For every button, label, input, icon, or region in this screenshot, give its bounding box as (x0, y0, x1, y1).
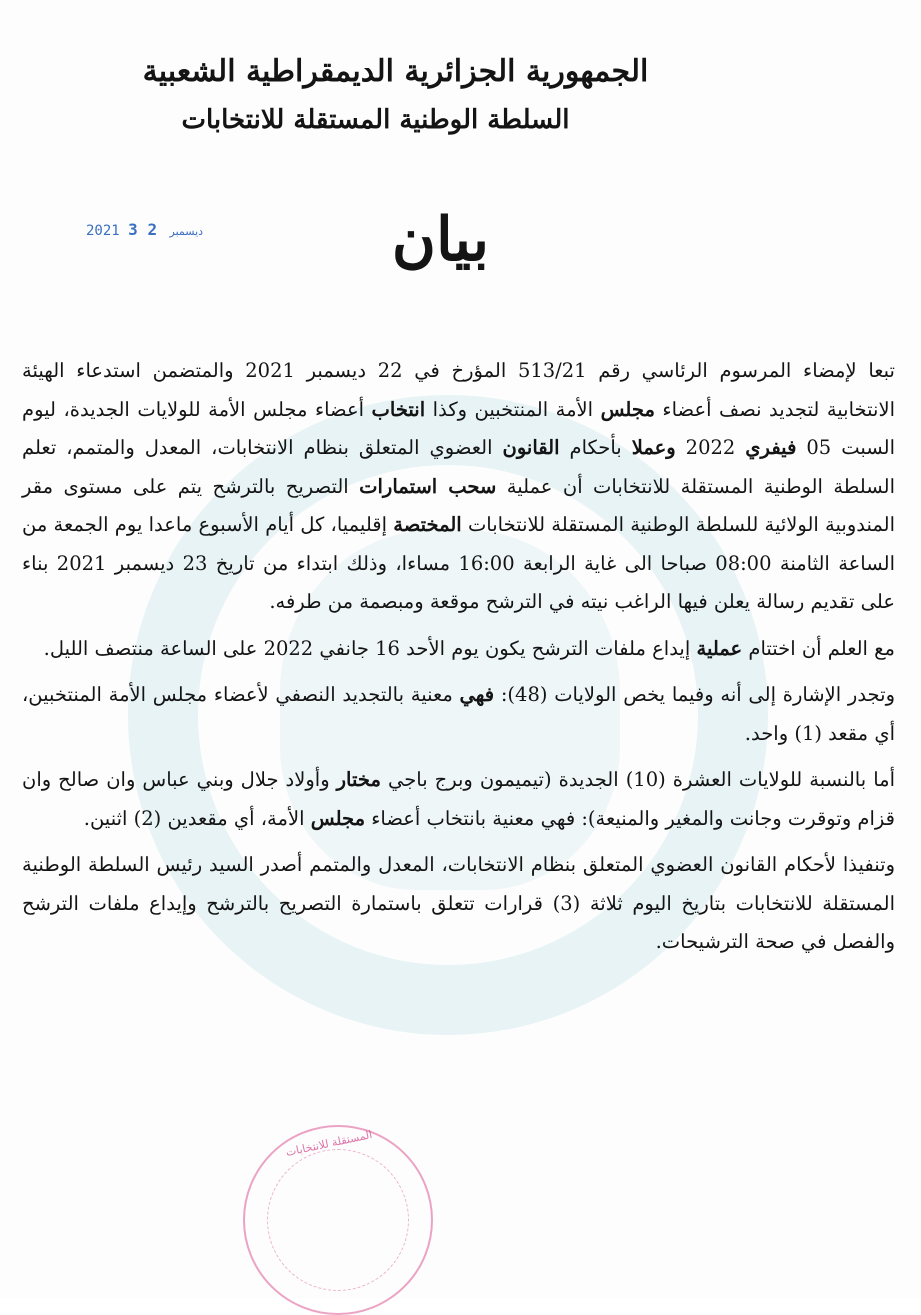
body-paragraph (22, 676, 895, 753)
seal-inner-ring (267, 1149, 409, 1291)
date-stamp-year: 2021 (86, 223, 120, 239)
document-title: بيان (391, 205, 490, 275)
paragraph-text: وتنفيذا لأحكام القانون العضوي المتعلق بنظام الانتخابات، المعدل والمتمم أصدر السيد رئيس السلطة الوطنية المستقلة للانتخابات بتاريخ اليوم ثلاثة (3) قرارات تتعلق باستمارة التصريح بالترشح وإيداع ملفات الترشح والفصل في صحة الترشيحات. (22, 853, 895, 953)
paragraph-text: إيداع ملفات الترشح يكون يوم الأحد 16 جانفي 2022 على الساعة منتصف الليل. (43, 636, 697, 660)
date-stamp-day: 2 3 (128, 220, 158, 239)
republic-heading: الجمهورية الجزائرية الديمقراطية الشعبية (142, 54, 649, 89)
paragraph-text: أعضاء مجلس الأمة للولايات الجديدة، ليوم السبت 05 (22, 397, 895, 459)
paragraph-text: تبعا لإمضاء المرسوم الرئاسي رقم 513/21 المؤرخ في 22 ديسمبر 2021 والمتضمن استدعاء الهيئة الانتخابية لتجديد نصف أعضاء (22, 359, 895, 421)
body-paragraph (22, 761, 895, 838)
official-seal-stamp (243, 1125, 433, 1315)
body-paragraph (22, 352, 895, 622)
emphasized-text: مجلس (310, 806, 366, 830)
emphasized-text: عملية (696, 636, 743, 660)
document-header (0, 50, 921, 140)
paragraph-text: الأمة، أي مقعدين (2) اثنين. (83, 806, 311, 830)
paragraph-text: معنية بالتجديد النصفي لأعضاء مجلس الأمة المنتخبين، أي مقعد (1) واحد. (22, 683, 895, 745)
paragraph-text: وتجدر الإشارة إلى أنه وفيما يخص الولايات (48): (494, 683, 895, 706)
emphasized-text: القانون (502, 436, 560, 459)
paragraph-text: أما بالنسبة للولايات العشرة (10) الجديدة (تيميمون وبرج باجي (380, 768, 895, 791)
emphasized-text: وعملا (631, 436, 676, 459)
emphasized-text: انتخاب (371, 397, 426, 421)
paragraph-text: بأحكام (559, 436, 632, 459)
emphasized-text: المختصة (393, 513, 462, 536)
paragraph-text: وأولاد جلال وبني عباس وان صالح وان قزام وتوقرت وجانت والمغير والمنيعة): فهي معنية بانتخاب أعضاء (22, 768, 895, 830)
emphasized-text: فيفري (745, 436, 797, 459)
body-paragraph (22, 846, 895, 962)
date-stamp-month: ديسمبر (169, 225, 204, 238)
seal-text: المستقلة للانتخابات (284, 1127, 374, 1160)
paragraph-text: التصريح بالترشح يتم على مستوى مقر المندوبية الولائية للسلطة الوطنية المستقلة للانتخابات (22, 474, 895, 536)
authority-heading: السلطة الوطنية المستقلة للانتخابات (181, 105, 570, 135)
emphasized-text: فهي (459, 683, 495, 706)
paragraph-text: الأمة المنتخبين وكذا (425, 397, 601, 421)
paragraph-text: إقليميا، كل أيام الأسبوع ماعدا يوم الجمعة من الساعة الثامنة 08:00 صباحا الى غاية الرابعة 16:00 مساءا، وذلك ابتداء من تاريخ 23 ديسمبر 2021 بناء على تقديم رسالة يعلن فيها الراغب نيته في الترشح موقعة ومبصمة من طرفه. (22, 513, 895, 613)
document-body (22, 352, 895, 970)
paragraph-text: مع العلم أن اختتام (742, 636, 895, 660)
paragraph-text: 2022 (675, 436, 746, 459)
emphasized-text: مجلس (600, 397, 655, 421)
emphasized-text: مختار (336, 768, 381, 791)
emphasized-text: سحب استمارات (359, 474, 497, 498)
paragraph-text: العضوي المتعلق بنظام الانتخابات، المعدل والمتمم، تعلم السلطة الوطنية المستقلة للانتخابات أن عملية (22, 436, 895, 498)
body-paragraph (22, 630, 895, 669)
